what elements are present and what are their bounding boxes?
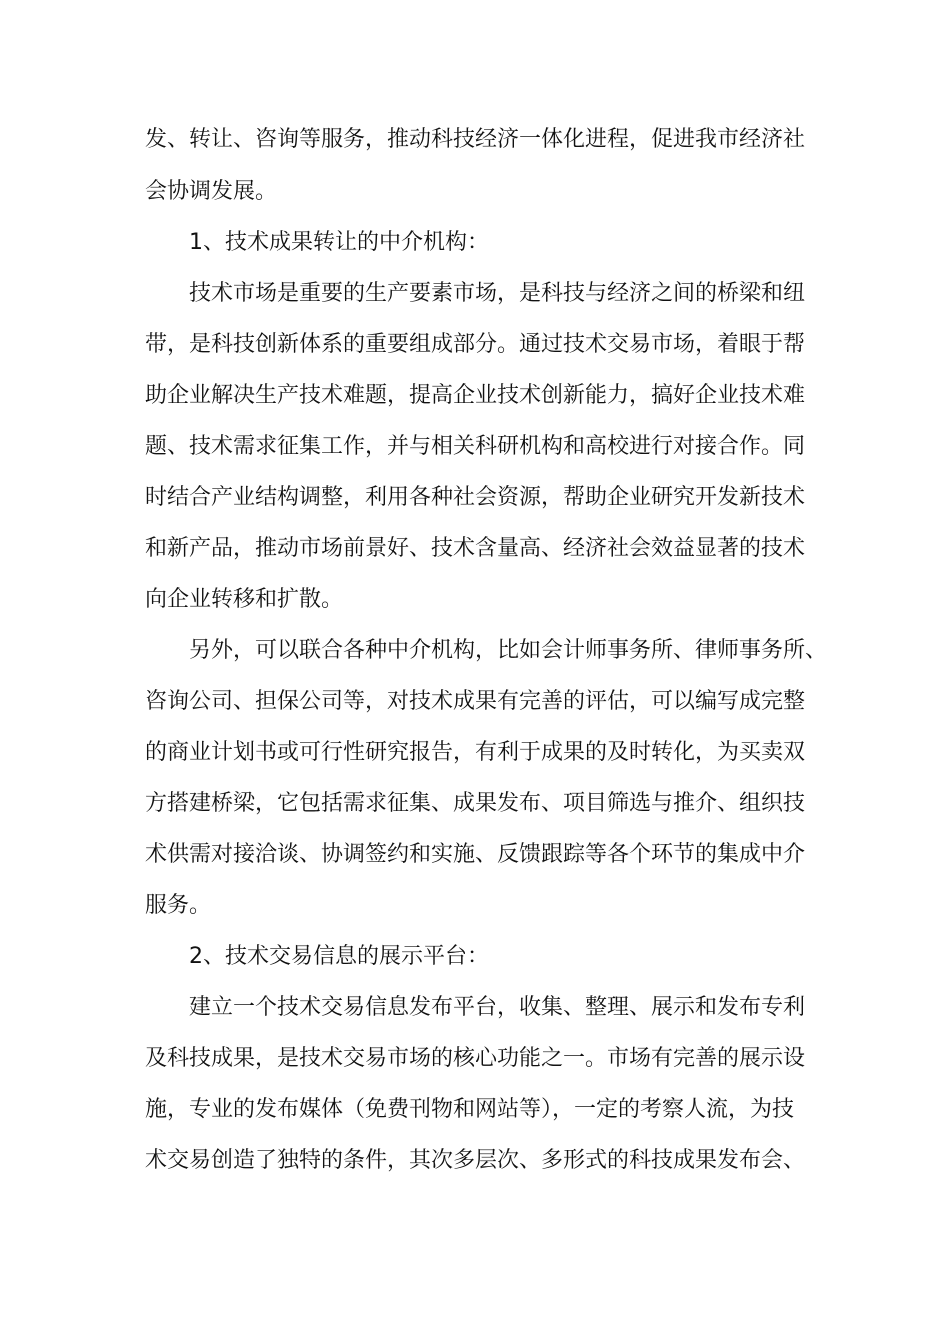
text-line: 建立一个技术交易信息发布平台，收集、整理、展示和发布专利: [189, 995, 806, 1020]
text-line: 的商业计划书或可行性研究报告，有利于成果的及时转化，为买卖双: [145, 740, 806, 765]
text-line: 方搭建桥梁，它包括需求征集、成果发布、项目筛选与推介、组织技: [145, 791, 806, 816]
text-line: 服务。: [145, 893, 212, 918]
text-line: 发、转让、咨询等服务，推动科技经济一体化进程，促进我市经济社: [145, 127, 806, 152]
text-line: 及科技成果，是技术交易市场的核心功能之一。市场有完善的展示设: [145, 1046, 806, 1071]
text-line: 时结合产业结构调整，利用各种社会资源，帮助企业研究开发新技术: [145, 485, 806, 510]
text-line: 和新产品，推动市场前景好、技术含量高、经济社会效益显著的技术: [145, 536, 806, 561]
text-line: 术供需对接洽谈、协调签约和实施、反馈跟踪等各个环节的集成中介: [145, 842, 806, 867]
text-line: 术交易创造了独特的条件，其次多层次、多形式的科技成果发布会、: [145, 1148, 806, 1173]
section-heading: 1、技术成果转让的中介机构：: [189, 230, 489, 255]
text-line: 题、技术需求征集工作，并与相关科研机构和高校进行对接合作。同: [145, 434, 806, 459]
text-line: 会协调发展。: [145, 179, 278, 204]
text-line: 向企业转移和扩散。: [145, 587, 344, 612]
text-line: 助企业解决生产技术难题，提高企业技术创新能力，搞好企业技术难: [145, 383, 806, 408]
text-line: 施，专业的发布媒体（免费刊物和网站等），一定的考察人流，为技: [145, 1097, 795, 1122]
section-heading: 2、技术交易信息的展示平台：: [189, 944, 489, 969]
text-line: 带，是科技创新体系的重要组成部分。通过技术交易市场，着眼于帮: [145, 332, 806, 357]
text-line: 咨询公司、担保公司等，对技术成果有完善的评估，可以编写成完整: [145, 689, 806, 714]
text-line: 另外，可以联合各种中介机构，比如会计师事务所、律师事务所、: [189, 638, 828, 663]
text-line: 技术市场是重要的生产要素市场，是科技与经济之间的桥梁和纽: [189, 281, 806, 306]
